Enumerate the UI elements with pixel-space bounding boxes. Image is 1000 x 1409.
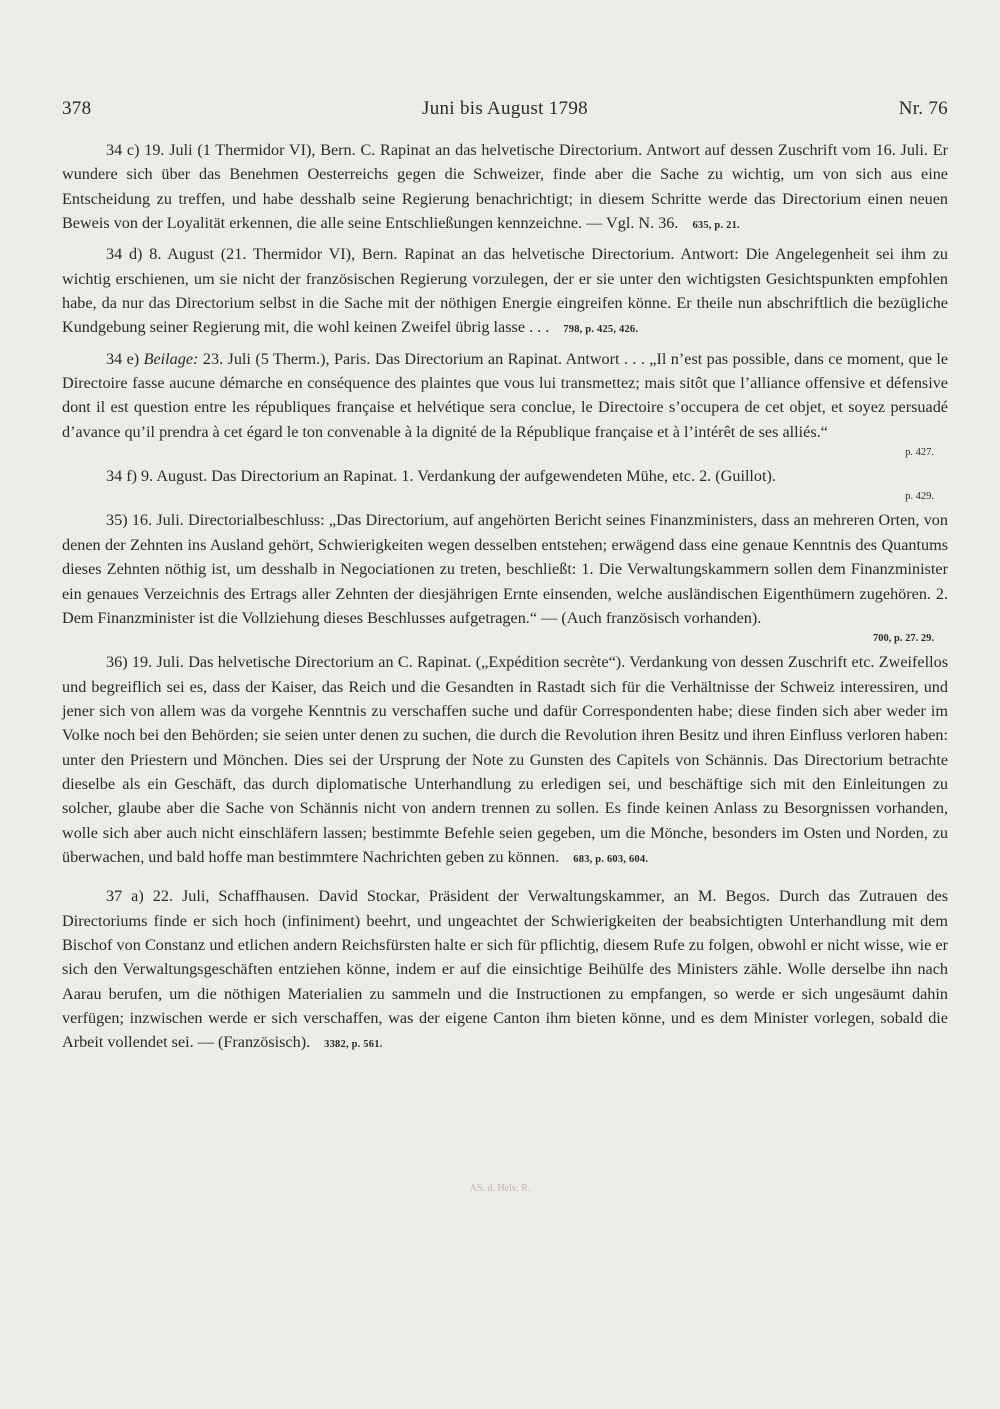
entry-text: 23. Juli (5 Therm.), Paris. Das Directorium an Rapinat. Antwort . . . „Il n’est pas possible, dans ce moment, que le Directoire fasse aucune démarche en conséquence des plaintes que vous lui transmettez; mais sitôt que l’alliance offensive et défensive dont il est question entre les républiques française et helvétique sera conclue, le Directoire s’occupera de cet objet, et soyez persuadé d’avance qu’il prendra à cet égard le ton convenable à la dignité de la République française et à l’intérêt de ses alliés.“ — [62, 349, 949, 441]
document-body — [62, 138, 948, 1062]
source-citation: p. 429. — [905, 491, 934, 503]
source-citation: 635, p. 21. — [692, 220, 740, 232]
source-citation: 798, p. 425, 426. — [563, 324, 639, 336]
entry-34e — [62, 347, 948, 444]
entry-label: Beilage: — [143, 349, 199, 368]
entry-35 — [62, 508, 948, 630]
entry-36 — [62, 650, 948, 872]
running-title: Juni bis August 1798 — [422, 98, 588, 119]
archive-mark: AS. d. Helv. R. — [469, 1183, 531, 1194]
entry-37a — [62, 884, 948, 1057]
entry-text: 35) 16. Juli. Directorialbeschluss: „Das Directorium, auf angehörten Bericht seines Finanzministers, dass an mehreren Orten, von denen der Zehnten ins Ausland gehört, Schwierigkeiten wegen desselben entstehen; erwägend dass eine genaue Kenntnis des Quantums dieses Zehnten nöthig ist, um desshalb in Negociationen zu treten, beschließt: 1. Die Verwaltungskammern sollen dem Finanzminister ein genaues Verzeichnis des Ertrags aller Zehnten der diesjährigen Ernte einsenden, welche ausländischen Eigenthümern zugehören. 2. Dem Finanzminister ist die Vollziehung dieses Beschlusses aufgetragen.“ — (Auch französisch vorhanden). — [62, 511, 948, 627]
entry-text: 37 a) 22. Juli, Schaffhausen. David Stockar, Präsident der Verwaltungskammer, an M. Begos. Durch das Zutrauen des Directoriums finde er sich hoch (infiniment) beehrt, und ungeachtet der Schwierigkeiten der beabsichtigten Unterhandlung mit dem Bischof von Constanz und etlichen andern Reichsfürsten halte er sich für pflichtig, diesem Rufe zu folgen, obwohl er nicht wisse, wie er sich den Verwaltungsgeschäften entziehen könne, indem er auf die einsichtige Beihülfe des Ministers zähle. Wolle derselbe ihn nach Aarau berufen, um die nöthigen Materialien zu sammeln und die Instructionen zu empfangen, so werde er sich ungesäumt dahin verfügen; inzwischen werde er sich verschaffen, was der eigene Canton ihm bieten könne, und es dem Minister vorlegen, sobald die Arbeit vollendet sei. — (Französisch). — [62, 887, 948, 1052]
page-header — [62, 98, 948, 126]
source-citation: 700, p. 27. 29. — [873, 633, 934, 645]
entry-text: 34 f) 9. August. Das Directorium an Rapinat. 1. Verdankung der aufgewendeten Mühe, etc. 2. (Guillot). — [106, 467, 776, 486]
entry-text: 34 c) 19. Juli (1 Thermidor VI), Bern. C. Rapinat an das helvetische Directorium. Antwort auf dessen Zuschrift vom 16. Juli. Er wundere sich über das Benehmen Oesterreichs gegen die Schweizer, finde aber die Sache zu wichtig, um von sich aus eine Entscheidung zu treffen, und habe desshalb seine Regierung benachrichtigt; in diesem Schritte werde das Directorium einen neuen Beweis von der Loyalität erkennen, die alle seine Entschließungen kennzeichne. — Vgl. N. 36. — [62, 141, 948, 233]
entry-prefix: 34 e) — [106, 349, 140, 368]
document-number: Nr. 76 — [898, 98, 948, 119]
entry-34d — [62, 242, 948, 342]
entry-34c — [62, 138, 948, 238]
entry-text: 34 d) 8. August (21. Thermidor VI), Bern. Rapinat an das helvetische Directorium. Antwort: Die Angelegenheit sei ihm zu wichtig erschienen, um sie nicht der französischen Regierung vorzulegen, der er sie unter den wichtigsten Gesichtspunkten empfohlen habe, da nur das Directorium selbst in die Sache mit der nöthigen Energie eingreifen könne. Er theile nun abschriftlich die bezügliche Kundgebung seiner Regierung mit, die wohl keinen Zweifel übrig lasse . . . — [62, 245, 948, 337]
page-number: 378 — [62, 98, 92, 119]
entry-text: 36) 19. Juli. Das helvetische Directorium an C. Rapinat. („Expédition secrète“). Verdankung von dessen Zuschrift etc. Zweifellos und begreiflich sei es, dass der Kaiser, das Reich und die Gesandten in Rastadt sich für die Verhältnisse der Schweiz interessiren, und jener sich von allem was da vorgehe Kenntnis zu verschaffen suche und dafür Correspondenten habe; diese finden sich aber weder im Volke noch bei den Behörden; sie seien unter denen zu suchen, die durch die Revolution ihren Besitz und ihren Einfluss verloren haben: unter den Priestern und Mönchen. Dies sei der Ursprung der Note zu Gunsten des Capitels von Schännis. Das Directorium betrachte dieselbe als ein Geschäft, das durch diplomatische Unterhandlung zu erledigen sei, und beschäftige sich mit den Einleitungen zu solcher, glaube aber die Sache von Schännis nicht von andern trennen zu sollen. Es finde keinen Anlass zu Besorgnissen vorhanden, wolle sich aber auch nicht einschläfern lassen; bestimmte Befehle seien gegeben, um die Mönche, besonders im Osten und Norden, zu überwachen, und bald hoffe man bestimmtere Nachrichten geben zu können. — [62, 653, 948, 866]
source-citation: 683, p. 603, 604. — [573, 853, 649, 865]
source-citation: p. 427. — [905, 447, 934, 459]
source-citation: 3382, p. 561. — [324, 1039, 383, 1051]
entry-34f — [62, 464, 948, 488]
